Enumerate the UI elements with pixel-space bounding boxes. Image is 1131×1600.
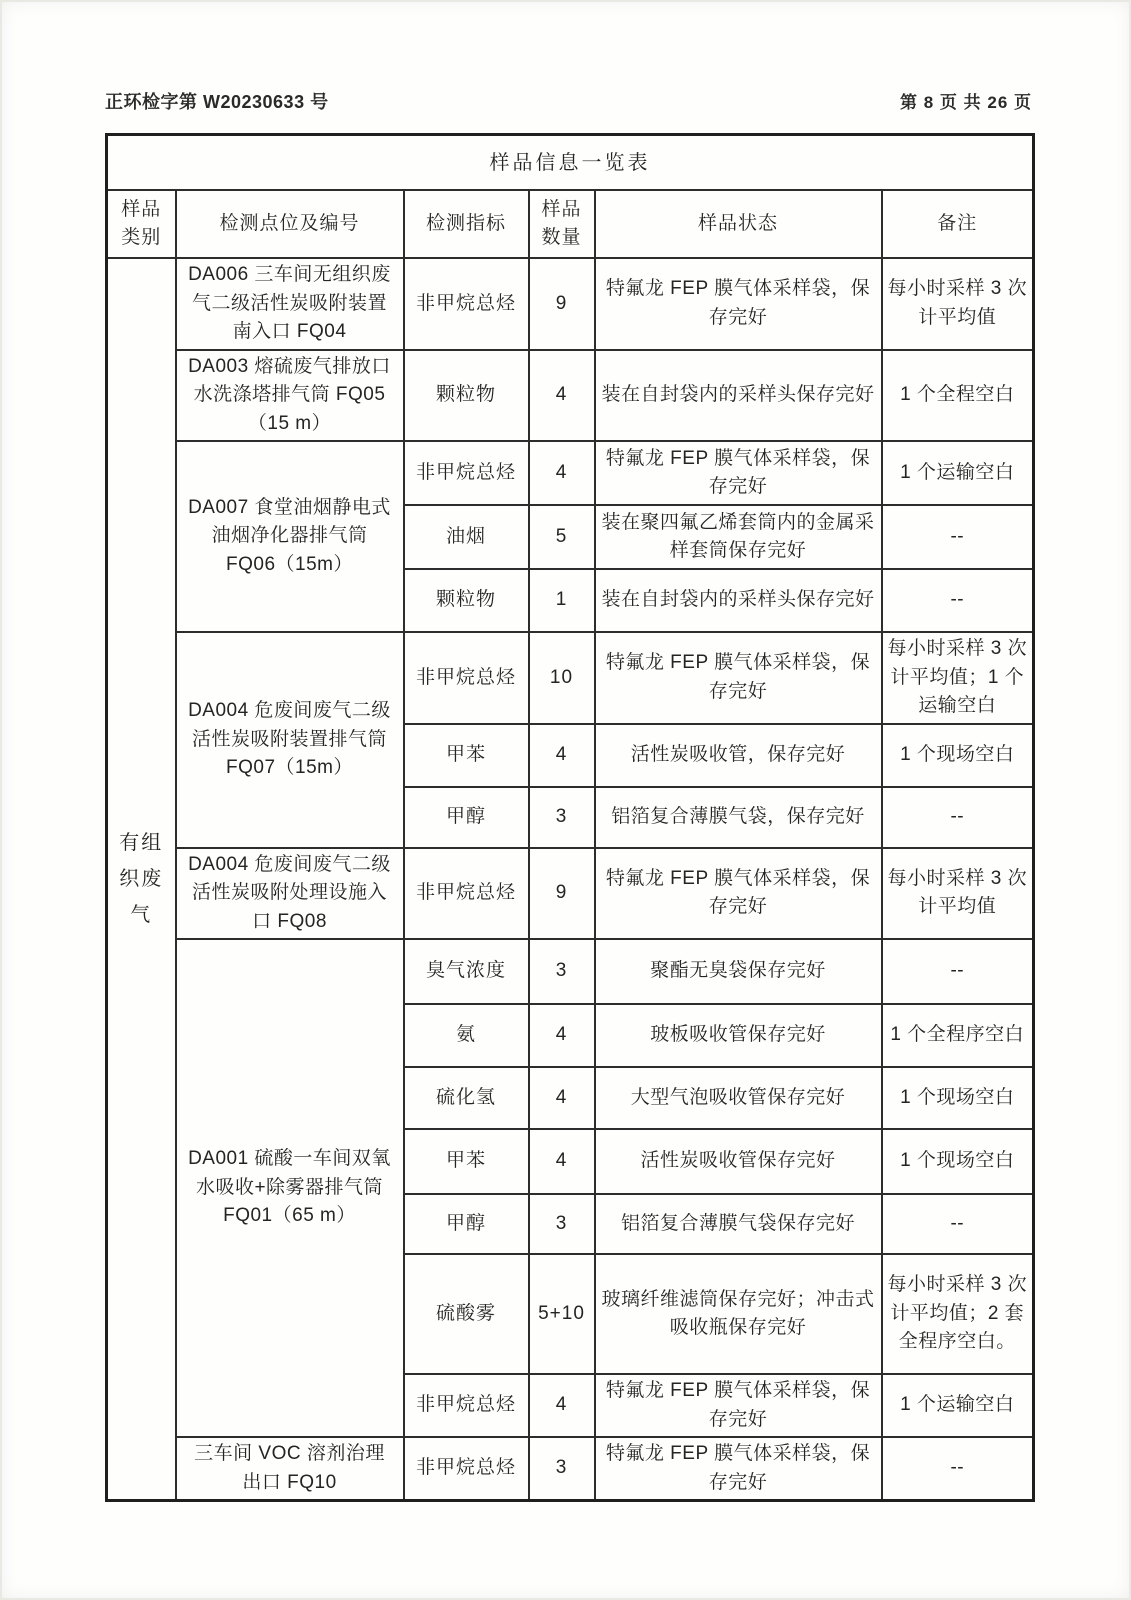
indicator-cell: 非甲烷总烃 <box>404 258 529 350</box>
col-header-remark: 备注 <box>882 190 1034 258</box>
state-cell: 活性炭吸收管，保存完好 <box>595 724 882 787</box>
page-header <box>105 88 1032 114</box>
indicator-cell: 非甲烷总烃 <box>404 1374 529 1437</box>
sample-info-table <box>105 133 1035 1502</box>
count-cell: 9 <box>529 258 595 350</box>
count-cell: 4 <box>529 724 595 787</box>
location-cell: 三车间 VOC 溶剂治理出口 FQ10 <box>176 1437 404 1501</box>
table-row <box>107 939 1034 1004</box>
document-number: 正环检字第 W20230633 号 <box>105 92 329 112</box>
count-cell: 3 <box>529 1437 595 1501</box>
count-cell: 3 <box>529 1194 595 1254</box>
table-row <box>107 258 1034 350</box>
state-cell: 铝箔复合薄膜气袋保存完好 <box>595 1194 882 1254</box>
count-cell: 4 <box>529 1004 595 1067</box>
state-cell: 特氟龙 FEP 膜气体采样袋，保存完好 <box>595 632 882 724</box>
indicator-cell: 非甲烷总烃 <box>404 632 529 724</box>
indicator-cell: 甲苯 <box>404 1129 529 1194</box>
count-cell: 1 <box>529 569 595 632</box>
state-cell: 装在自封袋内的采样头保存完好 <box>595 350 882 442</box>
location-cell: DA001 硫酸一车间双氧水吸收+除雾器排气筒 FQ01（65 m） <box>176 939 404 1437</box>
indicator-cell: 氨 <box>404 1004 529 1067</box>
count-cell: 9 <box>529 848 595 940</box>
remark-cell: 1 个运输空白 <box>882 1374 1034 1437</box>
col-header-count: 样品数量 <box>529 190 595 258</box>
remark-cell: -- <box>882 787 1034 848</box>
state-cell: 大型气泡吸收管保存完好 <box>595 1067 882 1129</box>
count-cell: 4 <box>529 350 595 442</box>
state-cell: 铝箔复合薄膜气袋，保存完好 <box>595 787 882 848</box>
remark-cell: 每小时采样 3 次计平均值 <box>882 848 1034 940</box>
state-cell: 特氟龙 FEP 膜气体采样袋，保存完好 <box>595 1374 882 1437</box>
location-cell: DA004 危废间废气二级活性炭吸附处理设施入口 FQ08 <box>176 848 404 940</box>
remark-cell: 每小时采样 3 次计平均值 <box>882 258 1034 350</box>
count-cell: 10 <box>529 632 595 724</box>
state-cell: 特氟龙 FEP 膜气体采样袋，保存完好 <box>595 258 882 350</box>
indicator-cell: 非甲烷总烃 <box>404 848 529 940</box>
indicator-cell: 油烟 <box>404 505 529 569</box>
table-row <box>107 441 1034 505</box>
table-row <box>107 350 1034 442</box>
col-header-indicator: 检测指标 <box>404 190 529 258</box>
count-cell: 3 <box>529 787 595 848</box>
indicator-cell: 颗粒物 <box>404 350 529 442</box>
remark-cell: -- <box>882 939 1034 1004</box>
state-cell: 装在聚四氟乙烯套筒内的金属采样套筒保存完好 <box>595 505 882 569</box>
indicator-cell: 非甲烷总烃 <box>404 441 529 505</box>
table-row <box>107 1437 1034 1501</box>
location-cell: DA004 危废间废气二级活性炭吸附装置排气筒 FQ07（15m） <box>176 632 404 848</box>
state-cell: 装在自封袋内的采样头保存完好 <box>595 569 882 632</box>
state-cell: 特氟龙 FEP 膜气体采样袋，保存完好 <box>595 441 882 505</box>
remark-cell: 1 个全程序空白 <box>882 1004 1034 1067</box>
category-cell: 有组织废气 <box>107 258 176 1501</box>
indicator-cell: 非甲烷总烃 <box>404 1437 529 1501</box>
col-header-location: 检测点位及编号 <box>176 190 404 258</box>
page-number-indicator: 第 8 页 共 26 页 <box>900 93 1032 112</box>
indicator-cell: 臭气浓度 <box>404 939 529 1004</box>
remark-cell: -- <box>882 505 1034 569</box>
count-cell: 3 <box>529 939 595 1004</box>
state-cell: 活性炭吸收管保存完好 <box>595 1129 882 1194</box>
count-cell: 4 <box>529 1067 595 1129</box>
table-row <box>107 632 1034 724</box>
indicator-cell: 甲醇 <box>404 787 529 848</box>
remark-cell: 每小时采样 3 次计平均值；2 套全程序空白。 <box>882 1254 1034 1374</box>
state-cell: 玻璃纤维滤筒保存完好；冲击式吸收瓶保存完好 <box>595 1254 882 1374</box>
remark-cell: -- <box>882 1437 1034 1501</box>
indicator-cell: 颗粒物 <box>404 569 529 632</box>
remark-cell: 1 个现场空白 <box>882 1129 1034 1194</box>
indicator-cell: 甲醇 <box>404 1194 529 1254</box>
indicator-cell: 甲苯 <box>404 724 529 787</box>
state-cell: 聚酯无臭袋保存完好 <box>595 939 882 1004</box>
state-cell: 特氟龙 FEP 膜气体采样袋，保存完好 <box>595 1437 882 1501</box>
indicator-cell: 硫酸雾 <box>404 1254 529 1374</box>
remark-cell: -- <box>882 1194 1034 1254</box>
state-cell: 特氟龙 FEP 膜气体采样袋，保存完好 <box>595 848 882 940</box>
count-cell: 5+10 <box>529 1254 595 1374</box>
table-row <box>107 848 1034 940</box>
location-cell: DA006 三车间无组织废气二级活性炭吸附装置南入口 FQ04 <box>176 258 404 350</box>
count-cell: 5 <box>529 505 595 569</box>
remark-cell: 每小时采样 3 次计平均值；1 个运输空白 <box>882 632 1034 724</box>
count-cell: 4 <box>529 1129 595 1194</box>
location-cell: DA003 熔硫废气排放口水洗涤塔排气筒 FQ05（15 m） <box>176 350 404 442</box>
count-cell: 4 <box>529 441 595 505</box>
remark-cell: 1 个运输空白 <box>882 441 1034 505</box>
count-cell: 4 <box>529 1374 595 1437</box>
location-cell: DA007 食堂油烟静电式油烟净化器排气筒 FQ06（15m） <box>176 441 404 632</box>
indicator-cell: 硫化氢 <box>404 1067 529 1129</box>
remark-cell: 1 个现场空白 <box>882 724 1034 787</box>
remark-cell: 1 个现场空白 <box>882 1067 1034 1129</box>
col-header-state: 样品状态 <box>595 190 882 258</box>
state-cell: 玻板吸收管保存完好 <box>595 1004 882 1067</box>
remark-cell: 1 个全程空白 <box>882 350 1034 442</box>
table-title: 样品信息一览表 <box>107 135 1034 191</box>
remark-cell: -- <box>882 569 1034 632</box>
col-header-category: 样品类别 <box>107 190 176 258</box>
